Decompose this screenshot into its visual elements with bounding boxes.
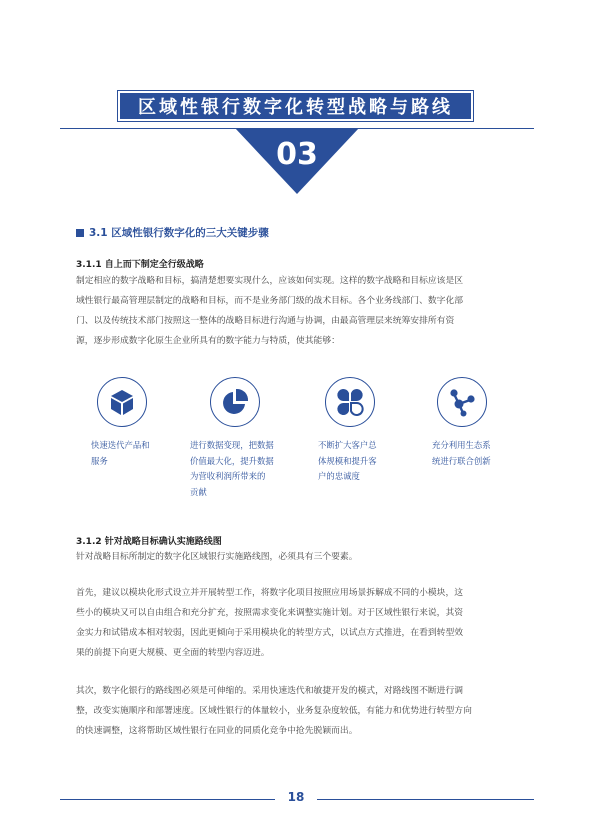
- paragraph-line: 的快速调整，这将帮助区域性银行在同业的同质化竞争中抢先脱颖而出。: [76, 726, 358, 736]
- caption-line: 户的忠诚度: [318, 471, 360, 481]
- section-bullet-icon: [76, 229, 84, 237]
- footer-divider-right: [317, 799, 534, 800]
- caption-line: 为营收利润所带来的: [190, 471, 266, 481]
- paragraph-line: 域性银行最高管理层制定的战略和目标，而不是业务部门级的战术目标。各个业务线部门、数字化部: [76, 296, 464, 306]
- caption-line: 快速迭代产品和: [91, 440, 150, 450]
- section-title: [76, 225, 269, 240]
- page-number: 18: [280, 790, 312, 804]
- chapter-number: 03: [276, 137, 318, 172]
- caption-line: 不断扩大客户总: [318, 440, 377, 450]
- footer-divider-left: [60, 799, 275, 800]
- paragraph-strategy: [76, 271, 521, 351]
- paragraph-line: 整，改变实施顺序和部署速度。区域性银行的体量较小，业务复杂度较低，有能力和优势进行转型方向: [76, 706, 472, 716]
- caption-line: 充分利用生态系: [432, 440, 491, 450]
- clover-icon: [325, 377, 375, 427]
- paragraph-line: 制定相应的数字战略和目标，搞清楚想要实现什么，应该如何实现。这样的数字战略和目标应该是区: [76, 276, 464, 286]
- caption-line: 贡献: [190, 486, 207, 497]
- icon-caption-2: [190, 438, 274, 500]
- caption-line: 统进行联合创新: [432, 455, 491, 466]
- icon-caption-3: [318, 438, 377, 485]
- paragraph-line: 门、以及传统技术部门按照这一整体的战略目标进行沟通与协调，由最高管理层来统筹安排所有资: [76, 316, 455, 326]
- chapter-title: 区域性银行数字化转型战略与路线: [120, 93, 471, 119]
- caption-line: 体规模和提升客: [318, 455, 377, 466]
- chapter-title-banner: [117, 90, 474, 122]
- pie-chart-icon: [210, 377, 260, 427]
- paragraph-line: 金实力和试错成本相对较弱，因此更倾向于采用模块化的转型方式，以试点方式推进，在看到转型效: [76, 628, 464, 638]
- chapter-number-badge: [0, 126, 591, 196]
- paragraph-line: 首先，建议以模块化形式设立并开展转型工作，将数字化项目按照应用场景拆解成不同的小模块，这: [76, 588, 464, 598]
- caption-line: 服务: [91, 455, 108, 466]
- paragraph-scalable: [76, 681, 521, 741]
- cube-icon: [97, 377, 147, 427]
- section-title-text: 3.1 区域性银行数字化的三大关键步骤: [89, 227, 269, 239]
- subsection-title-3-1-2: 3.1.2 针对战略目标确认实施路线图: [76, 537, 222, 547]
- paragraph-intro: [76, 547, 521, 567]
- caption-line: 进行数据变现，把数据: [190, 440, 274, 450]
- icon-caption-4: [432, 438, 491, 469]
- paragraph-line: 源，逐步形成数字化原生企业所具有的数字能力与特质，使其能够：: [76, 336, 340, 346]
- paragraph-line: 针对战略目标所制定的数字化区域银行实施路线图，必须具有三个要素。: [76, 552, 358, 562]
- subsection-title-3-1-1: 3.1.1 自上而下制定全行级战略: [76, 260, 204, 270]
- paragraph-line: 果的前提下向更大规模、更全面的转型内容迈进。: [76, 648, 270, 658]
- paragraph-line: 些小的模块又可以自由组合和充分扩充，按照需求变化来调整实施计划。对于区域性银行来说，其资: [76, 608, 464, 618]
- caption-line: 价值最大化，提升数据: [190, 455, 274, 466]
- icon-caption-1: [91, 438, 150, 469]
- network-icon: [437, 377, 487, 427]
- paragraph-modular: [76, 583, 521, 663]
- paragraph-line: 其次，数字化银行的路线图必须是可伸缩的。采用快速迭代和敏捷开发的模式，对路线图不断进行调: [76, 686, 464, 696]
